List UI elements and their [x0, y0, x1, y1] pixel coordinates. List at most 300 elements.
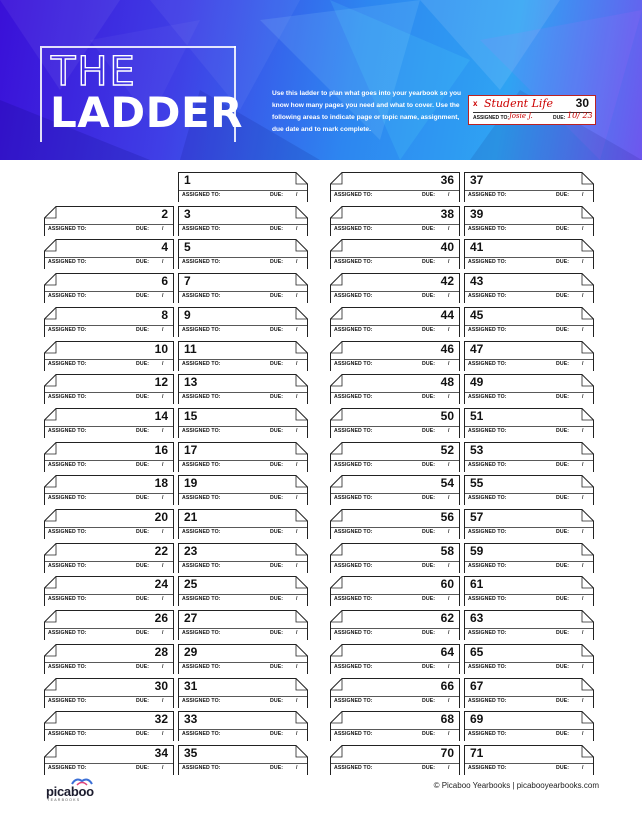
- assigned-to-label: ASSIGNED TO:: [334, 360, 373, 367]
- assigned-to-label: ASSIGNED TO:: [182, 461, 221, 468]
- assigned-to-label: ASSIGNED TO:: [48, 293, 87, 300]
- due-label: DUE:: [422, 192, 436, 198]
- due-label: DUE:: [422, 663, 436, 670]
- page-slot: [44, 273, 174, 303]
- page-number: 64: [440, 644, 454, 659]
- assigned-to-label: ASSIGNED TO:: [182, 394, 221, 401]
- due-label: DUE:: [136, 630, 150, 637]
- page-slot: [44, 745, 174, 775]
- page-number: 70: [440, 745, 454, 760]
- due-label: DUE:: [556, 495, 570, 502]
- page-number: 69: [470, 712, 484, 727]
- due-label: DUE:: [422, 731, 436, 738]
- assigned-to-label: ASSIGNED TO:: [48, 259, 87, 266]
- assigned-to-label: ASSIGNED TO:: [48, 427, 87, 434]
- page-number: 33: [184, 712, 198, 727]
- due-label: DUE:: [270, 259, 284, 266]
- due-slash: /: [162, 394, 164, 401]
- page-slot: [178, 711, 308, 741]
- page-number: 67: [470, 678, 484, 693]
- page-number: 47: [470, 341, 484, 356]
- example-topic: Student Life: [484, 97, 553, 110]
- page-number: 66: [440, 678, 454, 693]
- due-label: DUE:: [136, 259, 150, 266]
- due-slash: /: [296, 192, 298, 198]
- page-number: 48: [440, 375, 454, 390]
- due-slash: /: [162, 663, 164, 670]
- page-number: 30: [154, 678, 168, 693]
- page-number: 43: [470, 274, 484, 289]
- page-number: 37: [470, 173, 484, 187]
- page-number: 53: [470, 442, 484, 457]
- page-slot: [44, 576, 174, 606]
- page-number: 10: [154, 341, 168, 356]
- assigned-to-label: ASSIGNED TO:: [334, 697, 373, 704]
- page-slot: [44, 509, 174, 539]
- page-slot: [178, 172, 308, 202]
- page-slot: [330, 711, 460, 741]
- page-slot: [44, 307, 174, 337]
- header-banner: [0, 0, 642, 160]
- due-slash: /: [296, 663, 298, 670]
- page-number: 46: [440, 341, 454, 356]
- page-slot: [178, 475, 308, 505]
- due-slash: /: [296, 427, 298, 434]
- due-slash: /: [448, 326, 450, 333]
- due-label: DUE:: [556, 326, 570, 333]
- due-slash: /: [162, 731, 164, 738]
- assigned-to-label: ASSIGNED TO:: [182, 360, 221, 367]
- due-slash: /: [448, 663, 450, 670]
- assigned-to-label: ASSIGNED TO:: [334, 326, 373, 333]
- due-label: DUE:: [136, 293, 150, 300]
- page-slot: [464, 576, 594, 606]
- page-number: 38: [440, 206, 454, 221]
- page-number: 20: [154, 510, 168, 524]
- page-number: 61: [470, 577, 484, 592]
- page-slot: [178, 509, 308, 539]
- assigned-to-label: ASSIGNED TO:: [48, 326, 87, 333]
- due-label: DUE:: [270, 427, 284, 434]
- due-slash: /: [582, 764, 584, 771]
- due-label: DUE:: [270, 326, 284, 333]
- due-label: DUE:: [422, 326, 436, 333]
- due-slash: /: [582, 427, 584, 434]
- assigned-to-label: ASSIGNED TO:: [334, 192, 373, 198]
- page-slot: [178, 745, 308, 775]
- complete-check-mark: x: [473, 99, 478, 108]
- page-number: 28: [154, 644, 168, 659]
- page-number: 63: [470, 611, 484, 626]
- page-slot: [464, 644, 594, 674]
- assigned-to-label: ASSIGNED TO:: [48, 562, 87, 569]
- due-label: DUE:: [136, 562, 150, 569]
- due-label: DUE:: [422, 697, 436, 704]
- assigned-to-label: ASSIGNED TO:: [182, 596, 221, 603]
- due-slash: /: [582, 326, 584, 333]
- due-label: DUE:: [556, 394, 570, 401]
- page-number: 49: [470, 375, 484, 390]
- due-label: DUE:: [136, 225, 150, 232]
- page-number: 51: [470, 408, 484, 423]
- assigned-to-label: ASSIGNED TO:: [468, 731, 507, 738]
- due-slash: /: [448, 596, 450, 603]
- page-number: 58: [440, 543, 454, 558]
- due-label: DUE:: [136, 596, 150, 603]
- page-number: 16: [154, 442, 168, 457]
- example-due-label: DUE:: [553, 115, 566, 121]
- due-slash: /: [162, 293, 164, 300]
- due-slash: /: [582, 731, 584, 738]
- page-number: 52: [440, 442, 454, 457]
- assigned-to-label: ASSIGNED TO:: [468, 697, 507, 704]
- due-label: DUE:: [270, 293, 284, 300]
- page-slot: [44, 644, 174, 674]
- assigned-to-label: ASSIGNED TO:: [182, 495, 221, 502]
- page-number: 71: [470, 745, 484, 760]
- due-slash: /: [448, 630, 450, 637]
- page-title: LADDER: [50, 88, 244, 137]
- due-slash: /: [296, 596, 298, 603]
- page-slot: [330, 509, 460, 539]
- page-number: 35: [184, 745, 198, 760]
- assigned-to-label: ASSIGNED TO:: [468, 394, 507, 401]
- assigned-to-label: ASSIGNED TO:: [334, 427, 373, 434]
- due-label: DUE:: [270, 394, 284, 401]
- page-slot: [330, 239, 460, 269]
- example-card: [468, 95, 596, 125]
- due-slash: /: [162, 596, 164, 603]
- due-slash: /: [296, 697, 298, 704]
- page-number: 39: [470, 206, 484, 221]
- due-slash: /: [448, 394, 450, 401]
- assigned-to-label: ASSIGNED TO:: [468, 562, 507, 569]
- page-slot: [464, 206, 594, 236]
- page-slot: [330, 644, 460, 674]
- page-number: 31: [184, 678, 198, 693]
- assigned-to-label: ASSIGNED TO:: [48, 225, 87, 232]
- logo-word: picaboo: [46, 784, 94, 799]
- page-slot: [178, 610, 308, 640]
- due-slash: /: [582, 461, 584, 468]
- page-slot: [464, 543, 594, 573]
- due-label: DUE:: [556, 764, 570, 771]
- due-slash: /: [162, 529, 164, 535]
- page-slot: [178, 206, 308, 236]
- due-slash: /: [296, 225, 298, 232]
- assigned-to-label: ASSIGNED TO:: [182, 192, 221, 198]
- assigned-to-label: ASSIGNED TO:: [182, 764, 221, 771]
- page-slot: [330, 745, 460, 775]
- due-slash: /: [582, 697, 584, 704]
- page-slot: [178, 678, 308, 708]
- page-number: 4: [161, 240, 168, 255]
- due-slash: /: [162, 495, 164, 502]
- due-label: DUE:: [422, 495, 436, 502]
- due-slash: /: [448, 427, 450, 434]
- assigned-to-label: ASSIGNED TO:: [48, 731, 87, 738]
- due-slash: /: [448, 697, 450, 704]
- page-slot: [464, 273, 594, 303]
- due-slash: /: [448, 192, 450, 198]
- picaboo-logo: [46, 776, 126, 804]
- due-label: DUE:: [422, 596, 436, 603]
- due-label: DUE:: [422, 259, 436, 266]
- assigned-to-label: ASSIGNED TO:: [468, 663, 507, 670]
- page-number: 42: [440, 274, 454, 289]
- due-label: DUE:: [270, 731, 284, 738]
- page-slot: [330, 543, 460, 573]
- assigned-to-label: ASSIGNED TO:: [468, 596, 507, 603]
- example-assigned-value: Josie J.: [509, 112, 533, 120]
- due-label: DUE:: [556, 663, 570, 670]
- page-number: 50: [440, 408, 454, 423]
- page-slot: [330, 576, 460, 606]
- due-label: DUE:: [270, 764, 284, 771]
- due-label: DUE:: [270, 192, 284, 198]
- page-number: 14: [154, 408, 168, 423]
- assigned-to-label: ASSIGNED TO:: [182, 562, 221, 569]
- page-number: 60: [440, 577, 454, 592]
- due-slash: /: [296, 630, 298, 637]
- page-slot: [178, 442, 308, 472]
- page-number: 18: [154, 476, 168, 491]
- assigned-to-label: ASSIGNED TO:: [468, 360, 507, 367]
- assigned-to-label: ASSIGNED TO:: [334, 293, 373, 300]
- logo-subtext: YEARBOOKS: [47, 798, 81, 802]
- page-number: 62: [440, 611, 454, 626]
- due-slash: /: [296, 562, 298, 569]
- page-slot: [464, 745, 594, 775]
- page-slot: [178, 341, 308, 371]
- assigned-to-label: ASSIGNED TO:: [334, 562, 373, 569]
- page-slot: [464, 408, 594, 438]
- due-label: DUE:: [270, 630, 284, 637]
- due-label: DUE:: [556, 293, 570, 300]
- due-slash: /: [162, 360, 164, 367]
- assigned-to-label: ASSIGNED TO:: [182, 630, 221, 637]
- page-slot: [330, 374, 460, 404]
- page-number: 44: [440, 307, 454, 322]
- page-slot: [178, 307, 308, 337]
- page-slot: [330, 273, 460, 303]
- due-label: DUE:: [422, 764, 436, 771]
- assigned-to-label: ASSIGNED TO:: [468, 461, 507, 468]
- due-slash: /: [296, 495, 298, 502]
- due-slash: /: [448, 259, 450, 266]
- due-label: DUE:: [422, 630, 436, 637]
- due-slash: /: [296, 360, 298, 367]
- due-label: DUE:: [422, 461, 436, 468]
- due-slash: /: [582, 293, 584, 300]
- assigned-to-label: ASSIGNED TO:: [48, 596, 87, 603]
- due-label: DUE:: [422, 529, 436, 535]
- page-number: 2: [161, 206, 168, 221]
- page-slot: [464, 239, 594, 269]
- due-slash: /: [162, 326, 164, 333]
- page-number: 41: [470, 240, 484, 255]
- due-slash: /: [448, 495, 450, 502]
- due-slash: /: [448, 225, 450, 232]
- page-number: 54: [440, 476, 454, 491]
- page-slot: [44, 711, 174, 741]
- assigned-to-label: ASSIGNED TO:: [182, 293, 221, 300]
- assigned-to-label: ASSIGNED TO:: [334, 461, 373, 468]
- page-slot: [464, 442, 594, 472]
- assigned-to-label: ASSIGNED TO:: [468, 192, 507, 198]
- due-slash: /: [162, 562, 164, 569]
- due-label: DUE:: [136, 495, 150, 502]
- page-slot: [44, 206, 174, 236]
- due-slash: /: [162, 630, 164, 637]
- page-slot: [44, 442, 174, 472]
- assigned-to-label: ASSIGNED TO:: [182, 529, 221, 535]
- page-slot: [464, 610, 594, 640]
- page-slot: [330, 408, 460, 438]
- due-label: DUE:: [556, 630, 570, 637]
- assigned-to-label: ASSIGNED TO:: [48, 663, 87, 670]
- page-slot: [464, 678, 594, 708]
- due-label: DUE:: [270, 596, 284, 603]
- page-number: 21: [184, 510, 198, 524]
- due-label: DUE:: [422, 427, 436, 434]
- due-slash: /: [296, 259, 298, 266]
- page-number: 12: [154, 375, 168, 390]
- assigned-to-label: ASSIGNED TO:: [48, 461, 87, 468]
- assigned-to-label: ASSIGNED TO:: [334, 630, 373, 637]
- due-label: DUE:: [556, 192, 570, 198]
- page-number: 11: [184, 341, 197, 356]
- due-slash: /: [162, 764, 164, 771]
- page-slot: [464, 172, 594, 202]
- due-slash: /: [448, 562, 450, 569]
- page-number: 5: [184, 240, 191, 255]
- assigned-to-label: ASSIGNED TO:: [468, 259, 507, 266]
- page-number: 1: [184, 173, 191, 187]
- due-slash: /: [582, 495, 584, 502]
- page-number: 56: [440, 510, 454, 524]
- assigned-to-label: ASSIGNED TO:: [48, 630, 87, 637]
- due-label: DUE:: [556, 697, 570, 704]
- page-slot: [330, 172, 460, 202]
- page-number: 34: [154, 745, 168, 760]
- page-number: 32: [154, 712, 168, 727]
- assigned-to-label: ASSIGNED TO:: [182, 697, 221, 704]
- page-number: 36: [440, 173, 454, 187]
- page-slot: [178, 273, 308, 303]
- due-slash: /: [448, 764, 450, 771]
- page-slot: [178, 543, 308, 573]
- page-slot: [44, 475, 174, 505]
- page-number: 65: [470, 644, 484, 659]
- assigned-to-label: ASSIGNED TO:: [334, 225, 373, 232]
- page-number: 27: [184, 611, 198, 626]
- due-label: DUE:: [136, 663, 150, 670]
- page-slot: [330, 475, 460, 505]
- example-assigned-label: ASSIGNED TO:: [473, 115, 510, 121]
- page-number: 7: [184, 274, 191, 289]
- page-slot: [44, 408, 174, 438]
- assigned-to-label: ASSIGNED TO:: [48, 394, 87, 401]
- due-label: DUE:: [556, 562, 570, 569]
- due-slash: /: [296, 326, 298, 333]
- assigned-to-label: ASSIGNED TO:: [334, 731, 373, 738]
- due-slash: /: [296, 731, 298, 738]
- page-number: 6: [161, 274, 168, 289]
- assigned-to-label: ASSIGNED TO:: [468, 427, 507, 434]
- due-label: DUE:: [556, 731, 570, 738]
- page-number: 40: [440, 240, 454, 255]
- assigned-to-label: ASSIGNED TO:: [334, 596, 373, 603]
- assigned-to-label: ASSIGNED TO:: [468, 326, 507, 333]
- page-slot: [44, 678, 174, 708]
- due-label: DUE:: [422, 225, 436, 232]
- page-number: 26: [154, 611, 168, 626]
- page-slot: [464, 711, 594, 741]
- assigned-to-label: ASSIGNED TO:: [334, 495, 373, 502]
- page-number: 19: [184, 476, 198, 491]
- due-slash: /: [582, 225, 584, 232]
- due-label: DUE:: [270, 663, 284, 670]
- due-label: DUE:: [422, 562, 436, 569]
- due-label: DUE:: [556, 596, 570, 603]
- due-slash: /: [296, 764, 298, 771]
- assigned-to-label: ASSIGNED TO:: [468, 293, 507, 300]
- due-label: DUE:: [136, 394, 150, 401]
- due-label: DUE:: [136, 529, 150, 535]
- due-slash: /: [162, 461, 164, 468]
- assigned-to-label: ASSIGNED TO:: [48, 360, 87, 367]
- page-slot: [178, 644, 308, 674]
- page-slot: [330, 206, 460, 236]
- due-slash: /: [448, 293, 450, 300]
- page-slot: [44, 239, 174, 269]
- due-label: DUE:: [136, 764, 150, 771]
- page-slot: [464, 374, 594, 404]
- page-slot: [178, 239, 308, 269]
- due-slash: /: [582, 394, 584, 401]
- assigned-to-label: ASSIGNED TO:: [48, 529, 87, 535]
- page-slot: [464, 509, 594, 539]
- due-label: DUE:: [136, 360, 150, 367]
- due-slash: /: [162, 225, 164, 232]
- due-label: DUE:: [556, 360, 570, 367]
- page-slot: [330, 307, 460, 337]
- assigned-to-label: ASSIGNED TO:: [468, 764, 507, 771]
- due-label: DUE:: [136, 731, 150, 738]
- title-the: THE: [51, 49, 137, 95]
- assigned-to-label: ASSIGNED TO:: [48, 697, 87, 704]
- assigned-to-label: ASSIGNED TO:: [334, 259, 373, 266]
- due-label: DUE:: [556, 529, 570, 535]
- due-label: DUE:: [270, 225, 284, 232]
- due-slash: /: [448, 731, 450, 738]
- assigned-to-label: ASSIGNED TO:: [182, 731, 221, 738]
- page-number: 25: [184, 577, 198, 592]
- page-number: 17: [184, 442, 198, 457]
- due-label: DUE:: [422, 394, 436, 401]
- due-label: DUE:: [136, 326, 150, 333]
- due-slash: /: [448, 360, 450, 367]
- due-slash: /: [582, 529, 584, 535]
- due-slash: /: [448, 529, 450, 535]
- assigned-to-label: ASSIGNED TO:: [468, 529, 507, 535]
- assigned-to-label: ASSIGNED TO:: [468, 495, 507, 502]
- page-number: 3: [184, 206, 191, 221]
- due-label: DUE:: [270, 495, 284, 502]
- due-slash: /: [162, 697, 164, 704]
- due-slash: /: [582, 630, 584, 637]
